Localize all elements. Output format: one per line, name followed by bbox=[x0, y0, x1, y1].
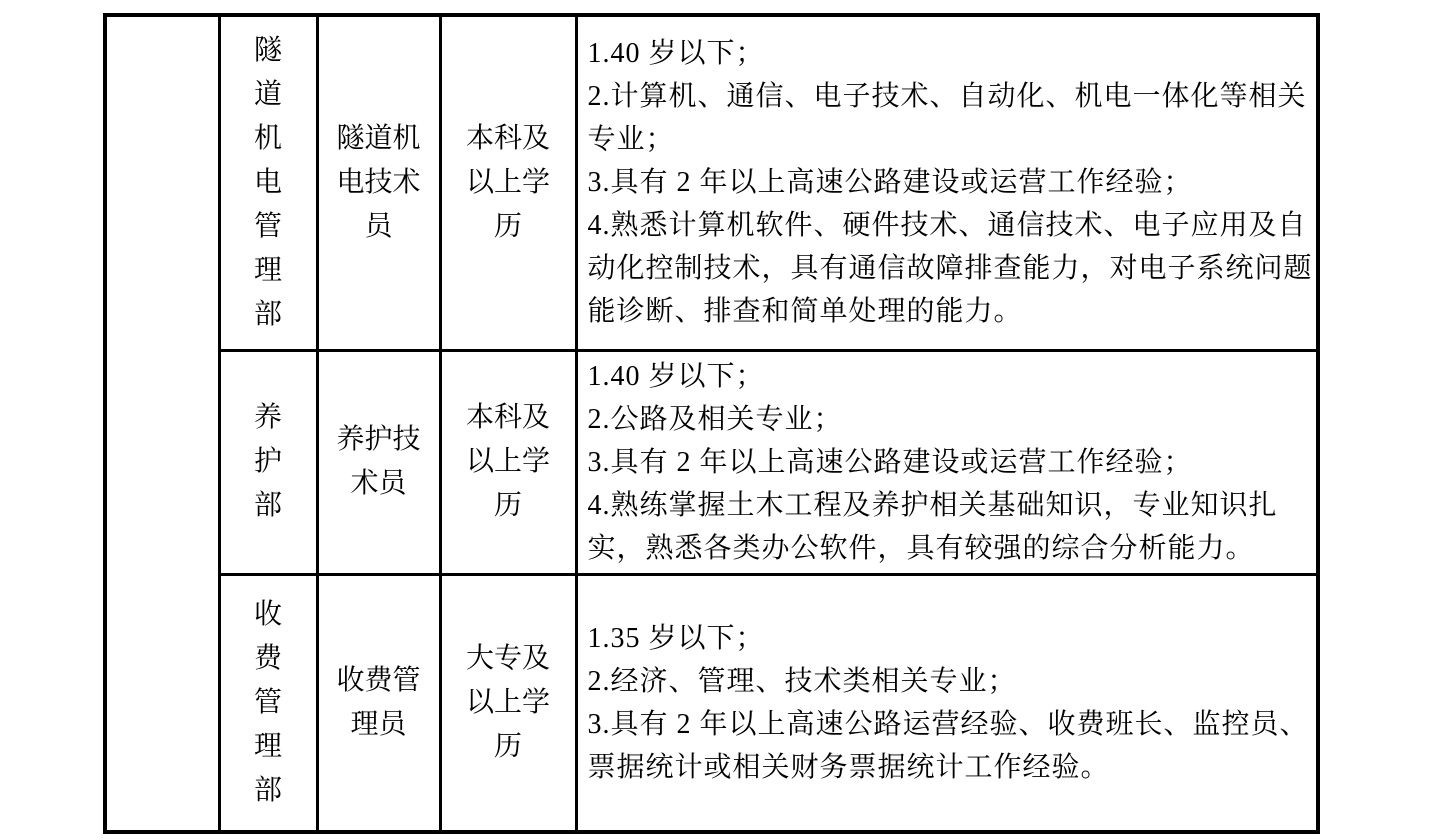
department-char: 养 bbox=[253, 402, 282, 433]
department-cell-maintenance bbox=[219, 350, 317, 574]
requirement-line: 1.40 岁以下； bbox=[587, 360, 765, 392]
education-cell-bachelor bbox=[440, 350, 576, 574]
education-line: 大专及 bbox=[465, 642, 550, 674]
department-cell-toll-management bbox=[219, 574, 317, 832]
position-line: 电技术 bbox=[336, 166, 421, 198]
education-line: 本科及 bbox=[465, 122, 550, 154]
department-char: 费 bbox=[253, 642, 282, 674]
department-char: 道 bbox=[253, 78, 282, 110]
position-line-stack bbox=[319, 418, 439, 506]
education-cell-bachelor bbox=[440, 15, 576, 350]
department-char: 部 bbox=[253, 298, 282, 330]
department-cell-tunnel-mechatronics bbox=[219, 15, 317, 350]
education-line: 以上学 bbox=[465, 446, 550, 477]
requirements-cell-maintenance bbox=[576, 350, 1318, 574]
requirements-cell-toll-management bbox=[576, 574, 1318, 832]
requirement-line: 3.具有 2 年以上高速公路建设或运营工作经验； bbox=[587, 446, 1193, 478]
requirement-line: 2.计算机、通信、电子技术、自动化、机电一体化等相关 bbox=[587, 81, 1307, 113]
requirements-line-stack bbox=[578, 617, 1317, 789]
education-line: 以上学 bbox=[465, 166, 550, 198]
department-char-stack bbox=[221, 593, 316, 813]
department-char: 部 bbox=[253, 774, 282, 806]
table-row-toll-management bbox=[105, 574, 1318, 832]
requirements-line-stack bbox=[578, 32, 1317, 333]
education-line-stack bbox=[442, 396, 575, 528]
requirement-line: 2.经济、管理、技术类相关专业； bbox=[587, 665, 1017, 697]
department-char: 隧 bbox=[253, 34, 282, 66]
department-char: 收 bbox=[253, 598, 282, 630]
requirement-line: 票据统计或相关财务票据统计工作经验。 bbox=[587, 751, 1110, 783]
requirement-line: 2.公路及相关专业； bbox=[587, 403, 843, 435]
education-line: 以上学 bbox=[465, 686, 550, 718]
department-char: 管 bbox=[253, 210, 282, 242]
requirement-line: 1.35 岁以下； bbox=[587, 622, 765, 654]
education-line: 历 bbox=[493, 490, 522, 521]
department-char: 管 bbox=[253, 686, 282, 718]
department-char: 理 bbox=[253, 730, 282, 762]
requirement-line: 动化控制技术，具有通信故障排查能力，对电子系统问题 bbox=[587, 253, 1313, 285]
requirement-line: 专业； bbox=[587, 124, 675, 156]
position-line-stack bbox=[319, 659, 439, 747]
position-line: 收费管 bbox=[336, 664, 421, 696]
department-char-stack bbox=[221, 396, 316, 528]
education-line: 本科及 bbox=[465, 402, 550, 433]
position-cell-toll-administrator bbox=[317, 574, 440, 832]
position-line: 养护技 bbox=[336, 424, 421, 455]
department-char: 理 bbox=[253, 254, 282, 286]
education-line-stack bbox=[442, 637, 575, 769]
department-char: 部 bbox=[253, 490, 282, 521]
department-char-stack bbox=[221, 29, 316, 337]
position-line: 理员 bbox=[350, 708, 407, 740]
merged-parent-cell-empty bbox=[105, 15, 219, 832]
education-line-stack bbox=[442, 117, 575, 249]
requirement-line: 实，熟悉各类办公软件，具有较强的综合分析能力。 bbox=[587, 532, 1255, 564]
requirements-line-stack bbox=[578, 355, 1317, 570]
department-char: 机 bbox=[253, 122, 282, 154]
requirement-line: 1.40 岁以下； bbox=[587, 38, 765, 70]
department-char: 护 bbox=[253, 446, 282, 477]
requirement-line: 4.熟悉计算机软件、硬件技术、通信技术、电子应用及自 bbox=[587, 210, 1307, 242]
requirement-line: 4.熟练掌握土木工程及养护相关基础知识，专业知识扎 bbox=[587, 489, 1278, 521]
position-line: 员 bbox=[364, 210, 393, 242]
recruitment-requirements-table bbox=[103, 13, 1320, 834]
education-line: 历 bbox=[493, 730, 522, 762]
table-row-tunnel-mechatronics bbox=[105, 15, 1318, 350]
requirements-cell-tunnel-mechatronics bbox=[576, 15, 1318, 350]
position-line: 术员 bbox=[350, 468, 407, 499]
requirement-line: 3.具有 2 年以上高速公路建设或运营工作经验； bbox=[587, 167, 1193, 199]
position-cell-tunnel-technician bbox=[317, 15, 440, 350]
requirement-line: 能诊断、排查和简单处理的能力。 bbox=[587, 296, 1023, 328]
position-cell-maintenance-technician bbox=[317, 350, 440, 574]
position-line: 隧道机 bbox=[336, 122, 421, 154]
education-cell-college bbox=[440, 574, 576, 832]
position-line-stack bbox=[319, 117, 439, 249]
requirement-line: 3.具有 2 年以上高速公路运营经验、收费班长、监控员、 bbox=[587, 708, 1309, 740]
education-line: 历 bbox=[493, 210, 522, 242]
table-row-maintenance bbox=[105, 350, 1318, 574]
department-char: 电 bbox=[253, 166, 282, 198]
